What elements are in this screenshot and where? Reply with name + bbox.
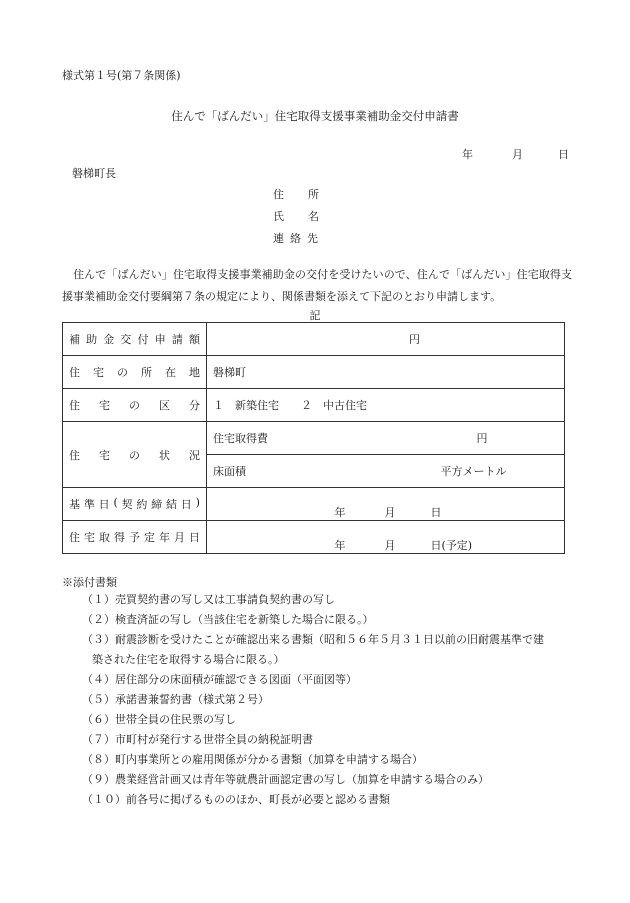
date-day: 日: [558, 148, 569, 161]
address-label: 住 所: [273, 188, 319, 201]
attachment-item: （７）市町村が発行する世帯全員の納税証明書: [82, 733, 313, 746]
planned-date-day: 日(予定): [430, 539, 473, 552]
attachment-item: （４）居住部分の床面積が確認できる図面（平面図等）: [82, 673, 357, 686]
base-date-month: 月: [384, 506, 396, 519]
attachment-item: （５）承諾書兼誓約書（様式第２号）: [82, 693, 269, 706]
date-month: 月: [512, 148, 523, 161]
category-row: [63, 389, 565, 422]
category-label: [63, 389, 207, 422]
planned-date-year: 年: [334, 539, 346, 552]
amount-label: [63, 323, 207, 356]
acquisition-cost-unit: 円: [476, 432, 488, 445]
status-label-text: 住 宅 の 状 況: [69, 448, 200, 462]
base-date-year: 年: [334, 506, 346, 519]
amount-unit: 円: [409, 333, 420, 346]
attachment-item-continued: 築された住宅を取得する場合に限る。）: [92, 653, 285, 666]
category-options: １ 新築住宅 ２ 中古住宅: [213, 399, 367, 412]
status-cost-row: [63, 422, 565, 455]
name-label: 氏 名: [273, 210, 319, 223]
planned-date-label: [63, 521, 207, 554]
addressee: 磐梯町長: [72, 167, 116, 180]
attachment-item: （１０）前各号に掲げるもののほか、町長が必要と認める書類: [82, 793, 390, 806]
application-table: [62, 322, 565, 554]
acquisition-cost-label: 住宅取得費: [213, 432, 268, 445]
status-label: [63, 422, 207, 488]
base-date-field[interactable]: [207, 488, 565, 521]
attachments-heading: ※添付書類: [62, 576, 117, 589]
ki-heading: 記: [309, 309, 321, 322]
attachment-item: （２）検査済証の写し（当該住宅を新築した場合に限る。）: [82, 613, 374, 626]
category-field[interactable]: [207, 389, 565, 422]
location-field[interactable]: [207, 356, 565, 389]
location-value: 磐梯町: [213, 366, 246, 379]
date-year: 年: [462, 148, 473, 161]
base-date-label: [63, 488, 207, 521]
category-label-text: 住 宅 の 区 分: [69, 399, 200, 412]
floor-area-field[interactable]: [207, 455, 565, 488]
application-statement: 住んで「ばんだい」住宅取得支援事業補助金の交付を受けたいので、住んで「ばんだい」住宅取得支援事業補助金交付要綱第７条の規定により、関係書類を添えて下記のとおり申請します。: [62, 268, 572, 303]
planned-date-month: 月: [384, 539, 396, 552]
attachments-list: [82, 590, 582, 810]
amount-label-text: 補 助 金 交 付 申 請 額: [69, 333, 200, 346]
attachment-item: （１）売買契約書の写し又は工事請負契約書の写し: [82, 593, 335, 606]
location-label-text: 住 宅 の 所 在 地: [69, 366, 200, 379]
location-row: [63, 356, 565, 389]
planned-date-row: [63, 521, 565, 554]
location-label: [63, 356, 207, 389]
base-date-row: [63, 488, 565, 521]
planned-date-field[interactable]: [207, 521, 565, 554]
amount-row: [63, 323, 565, 356]
contact-label: 連 絡 先: [273, 232, 318, 245]
attachment-item: （８）町内事業所との雇用関係が分かる書類（加算を申請する場合）: [82, 753, 423, 766]
amount-field[interactable]: [207, 323, 565, 356]
form-number: 様式第１号(第７条関係): [62, 69, 181, 82]
floor-area-label: 床面積: [213, 465, 246, 478]
floor-area-unit: 平方メートル: [440, 465, 507, 478]
attachment-item: （３）耐震診断を受けたことが確認出来る書類（昭和５６年５月３１日以前の旧耐震基準で建: [82, 633, 544, 646]
base-date-label-text: 基 準 日 ( 契 約 締 結 日 ): [69, 496, 200, 511]
attachment-item: （６）世帯全員の住民票の写し: [82, 713, 236, 726]
attachment-item: （９）農業経営計画又は青年等就農計画認定書の写し（加算を申請する場合のみ）: [82, 773, 489, 786]
planned-date-label-text: 住 宅 取 得 予 定 年 月 日: [69, 531, 200, 544]
acquisition-cost-field[interactable]: [207, 422, 565, 455]
document-title: 住んで「ばんだい」住宅取得支援事業補助金交付申請書: [171, 109, 459, 123]
base-date-day: 日: [430, 506, 442, 519]
